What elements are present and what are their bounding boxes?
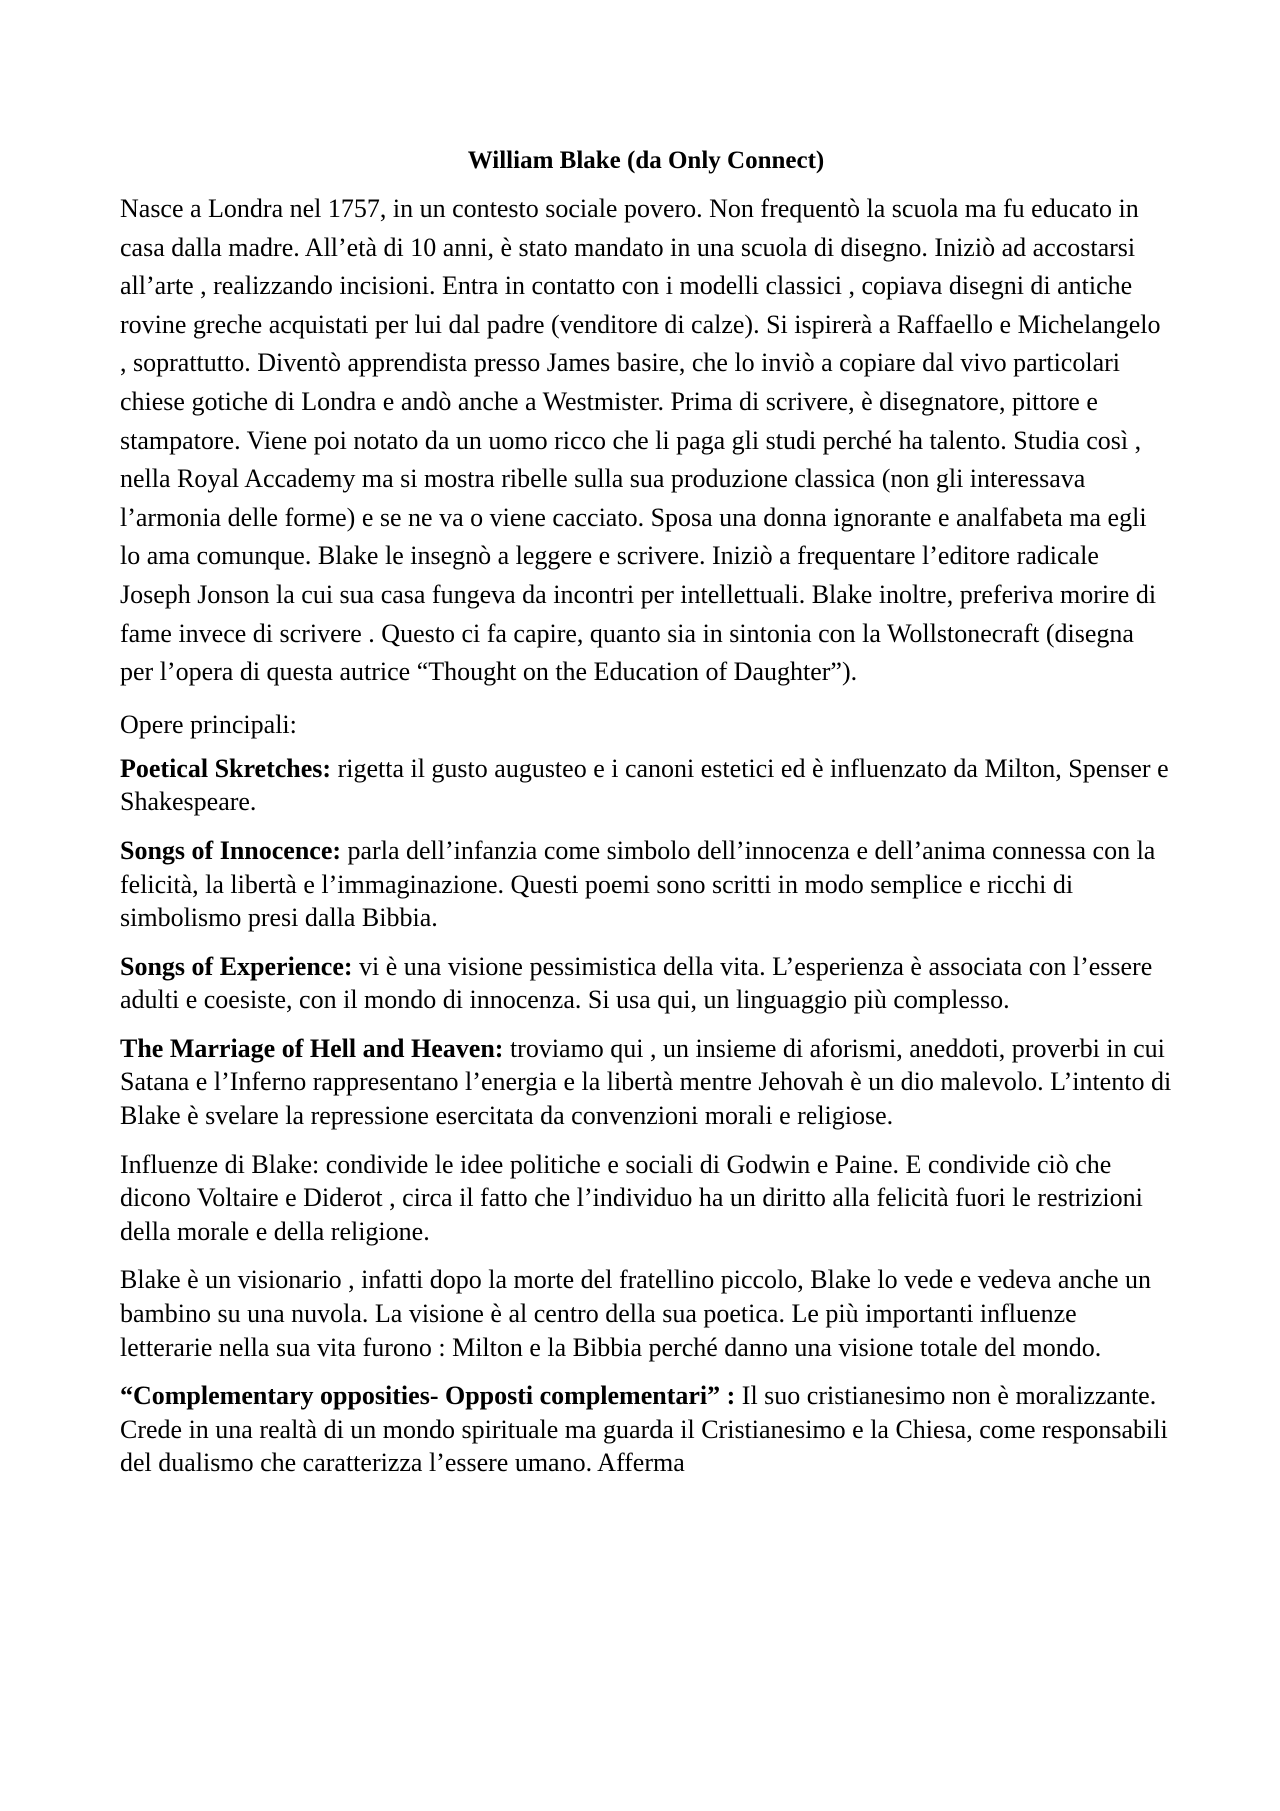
- work-description: rigetta il gusto augusteo e i canoni estetici ed è influenzato da Milton, Spenser e Shakespeare.: [120, 753, 1169, 817]
- works-label: Opere principali:: [120, 709, 297, 739]
- work-term: The Marriage of Hell and Heaven:: [120, 1033, 504, 1063]
- influences-paragraph: Influenze di Blake: condivide le idee politiche e sociali di Godwin e Paine. E condivide ciò che dicono Voltaire e Diderot , circa il fatto che l’individuo ha un diritto alla felicità fuori le restrizioni della morale e della religione.: [120, 1149, 1143, 1246]
- work-songs-of-experience: [120, 950, 1172, 1017]
- work-poetical-sketches: [120, 752, 1172, 819]
- visionary-paragraph: Blake è un visionario , infatti dopo la morte del fratellino piccolo, Blake lo vede e vedeva anche un bambino su una nuvola. La visione è al centro della sua poetica. Le più importanti influenze letterarie nella sua vita furono : Milton e la Bibbia perché danno una visione totale del mondo.: [120, 1265, 1151, 1362]
- work-songs-of-innocence: [120, 834, 1172, 935]
- work-description: troviamo qui , un insieme di aforismi, aneddoti, proverbi in cui Satana e l’Inferno rappresentano l’energia e la libertà mentre Jehovah è un dio malevolo. L’intento di Blake è svelare la repressione esercitata da convenzioni morali e religiose.: [120, 1033, 1172, 1131]
- document-title: William Blake (da Only Connect): [467, 147, 825, 174]
- complementary-description: Il suo cristianesimo non è moralizzante. Crede in una realtà di un mondo spirituale ma guarda il Cristianesimo e la Chiesa, come responsabili del dualismo che caratterizza l’essere umano. Afferma: [120, 1381, 1168, 1478]
- document-body: [120, 146, 1172, 1495]
- work-term: Songs of Experience:: [120, 951, 353, 981]
- work-term: Poetical Skretches:: [120, 753, 332, 783]
- work-marriage-of-hell-and-heaven: [120, 1032, 1172, 1133]
- biography-paragraph: Nasce a Londra nel 1757, in un contesto sociale povero. Non frequentò la scuola ma fu educato in casa dalla madre. All’età di 10 anni, è stato mandato in una scuola di disegno. Iniziò ad accostarsi all’arte , realizzando incisioni. Entra in contatto con i modelli classici , copiava disegni di antiche rovine greche acquistati per lui dal padre (venditore di calze). Si ispirerà a Raffaello e Michelangelo , soprattutto. Diventò apprendista presso James basire, che lo inviò a copiare dal vivo particolari chiese gotiche di Londra e andò anche a Westmister. Prima di scrivere, è disegnatore, pittore e stampatore. Viene poi notato da un uomo ricco che li paga gli studi perché ha talento. Studia così , nella Royal Accademy ma si mostra ribelle sulla sua produzione classica (non gli interessava l’armonia delle forme) e se ne va o viene cacciato. Sposa una donna ignorante e analfabeta ma egli lo ama comunque. Blake le insegnò a leggere e scrivere. Iniziò a frequentare l’editore radicale Joseph Jonson la cui sua casa fungeva da incontri per intellettuali. Blake inoltre, preferiva morire di fame invece di scrivere . Questo ci fa capire, quanto sia in sintonia con la Wollstonecraft (disegna per l’opera di questa autrice “Thought on the Education of Daughter”).: [120, 194, 1161, 687]
- complementary-opposites-paragraph: [120, 1379, 1172, 1480]
- work-term: Songs of Innocence:: [120, 835, 342, 865]
- work-description: parla dell’infanzia come simbolo dell’innocenza e dell’anima connessa con la felicità, la libertà e l’immaginazione. Questi poemi sono scritti in modo semplice e ricchi di simbolismo presi dalla Bibbia.: [120, 835, 1156, 933]
- complementary-term: “Complementary opposities- Opposti complementari” :: [120, 1381, 736, 1411]
- work-description: vi è una visione pessimistica della vita. L’esperienza è associata con l’essere adulti e coesiste, con il mondo di innocenza. Si usa qui, un linguaggio più complesso.: [120, 951, 1153, 1015]
